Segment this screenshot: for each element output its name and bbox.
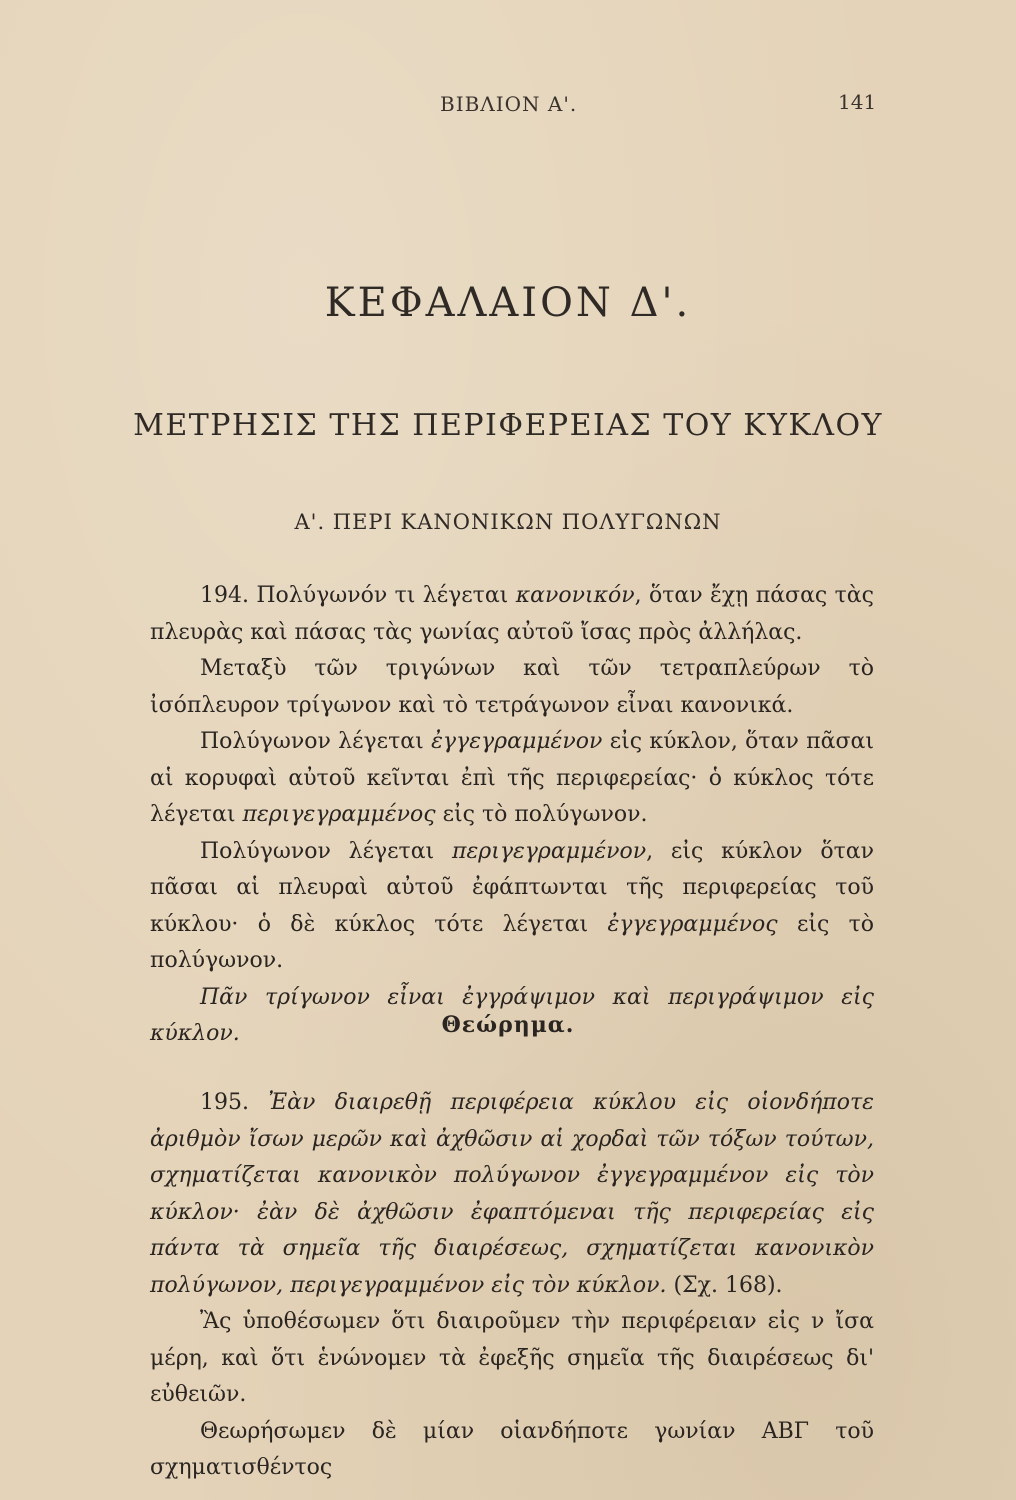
theorem-heading: Θεώρημα. [441, 1012, 575, 1038]
paragraph-text: , ὅταν ἔχῃ πάσας τὰς πλευρὰς καὶ πάσας τὰς γωνίας αὐτοῦ ἴσας πρὸς ἀλλήλας. [150, 583, 874, 645]
paragraph-number: 195. [200, 1090, 249, 1115]
paragraph-text: Μεταξὺ τῶν τριγώνων καὶ τῶν τετραπλεύρων τὸ ἰσόπλευρον τρίγωνον καὶ τὸ τετράγωνον εἶναι κανονικά. [150, 656, 874, 718]
chapter-title: ΚΕΦΑΛΑΙΟΝ Δ'. [324, 280, 692, 326]
paragraph-text: Πολύγωνον λέγεται [200, 838, 452, 864]
running-header [0, 92, 1016, 132]
paragraph-195 [150, 1085, 874, 1304]
paragraph-text: Πολύγωνόν τι λέγεται [256, 583, 516, 608]
paragraph-suppose [150, 1304, 874, 1414]
paragraph-circumscribed-definition [150, 834, 874, 980]
paragraph-text: εἰς κύκλον, ὅταν πᾶσαι αἱ κορυφαὶ αὐτοῦ κεῖνται ἐπὶ τῆς περιφερείας· ὁ κύκλος τότε λέγεται [150, 729, 875, 827]
figure-reference: (Σχ. 168). [666, 1272, 783, 1298]
paragraph-text: εἰς τὸ πολύγωνον. [150, 911, 875, 973]
section-title: Α'. ΠΕΡΙ ΚΑΝΟΝΙΚΩΝ ΠΟΛΥΓΩΝΩΝ [294, 510, 722, 534]
chapter-subtitle: ΜΕΤΡΗΣΙΣ ΤΗΣ ΠΕΡΙΦΕΡΕΙΑΣ ΤΟΥ ΚΥΚΛΟΥ [133, 408, 883, 443]
paragraph-inscribed-definition [150, 724, 874, 834]
running-header-title: ΒΙΒΛΙΟΝ Α'. [440, 92, 578, 116]
defined-term: ἐγγεγραμμένος [607, 911, 778, 937]
paragraph-text: Ἂς ὑποθέσωμεν ὅτι διαιροῦμεν τὴν περιφέρειαν εἰς ν ἴσα μέρη, καὶ ὅτι ἑνώνομεν τὰ ἐφεξῆς σημεῖα τῆς διαιρέσεως δι' εὐθειῶν. [150, 1309, 874, 1407]
paragraph-194 [150, 578, 874, 651]
paragraph-regular-examples [150, 651, 874, 724]
defined-term: περιγεγραμμένον [452, 838, 647, 864]
paragraph-consider [150, 1414, 874, 1487]
paragraph-text: Θεωρήσωμεν δὲ μίαν οἱανδήποτε γωνίαν ΑΒΓ τοῦ σχηματισθέντος [150, 1418, 874, 1480]
definitions-block [150, 578, 874, 1053]
defined-term: ἐγγεγραμμένον [431, 729, 603, 754]
paragraph-text: εἰς τὸ πολύγωνον. [435, 802, 648, 827]
paragraph-text: Πᾶν τρίγωνον εἶναι ἐγγράψιμον καὶ περιγράψιμον εἰς κύκλον. [150, 984, 874, 1046]
paragraph-number: 194. [200, 583, 249, 608]
theorem-statement: Ἐὰν διαιρεθῇ περιφέρεια κύκλου εἰς οἱονδήποτε ἀριθμὸν ἴσων μερῶν καὶ ἀχθῶσιν αἱ χορδαὶ τῶν τόξων τούτων, σχηματίζεται κανονικὸν πολύγωνον ἐγγεγραμμένον εἰς τὸν κύκλον· ἐὰν δὲ ἀχθῶσιν ἐφαπτόμεναι τῆς περιφερείας εἰς πάντα τὰ σημεῖα τῆς διαιρέσεως, σχηματίζεται κανονικὸν πολύγωνον, περιγεγραμμένον εἰς τὸν κύκλον. [150, 1090, 874, 1298]
defined-term: κανονικόν [515, 583, 635, 608]
theorem-block [150, 1085, 874, 1487]
defined-term: περιγεγραμμένος [242, 802, 436, 827]
paragraph-text: , εἰς κύκλον ὅταν πᾶσαι αἱ πλευραὶ αὐτοῦ ἐφάπτωνται τῆς περιφερείας τοῦ κύκλου· ὁ δὲ κύκλος τότε λέγεται [150, 838, 874, 937]
paragraph-text: Πολύγωνον λέγεται [200, 729, 432, 754]
page-number: 141 [838, 90, 877, 114]
